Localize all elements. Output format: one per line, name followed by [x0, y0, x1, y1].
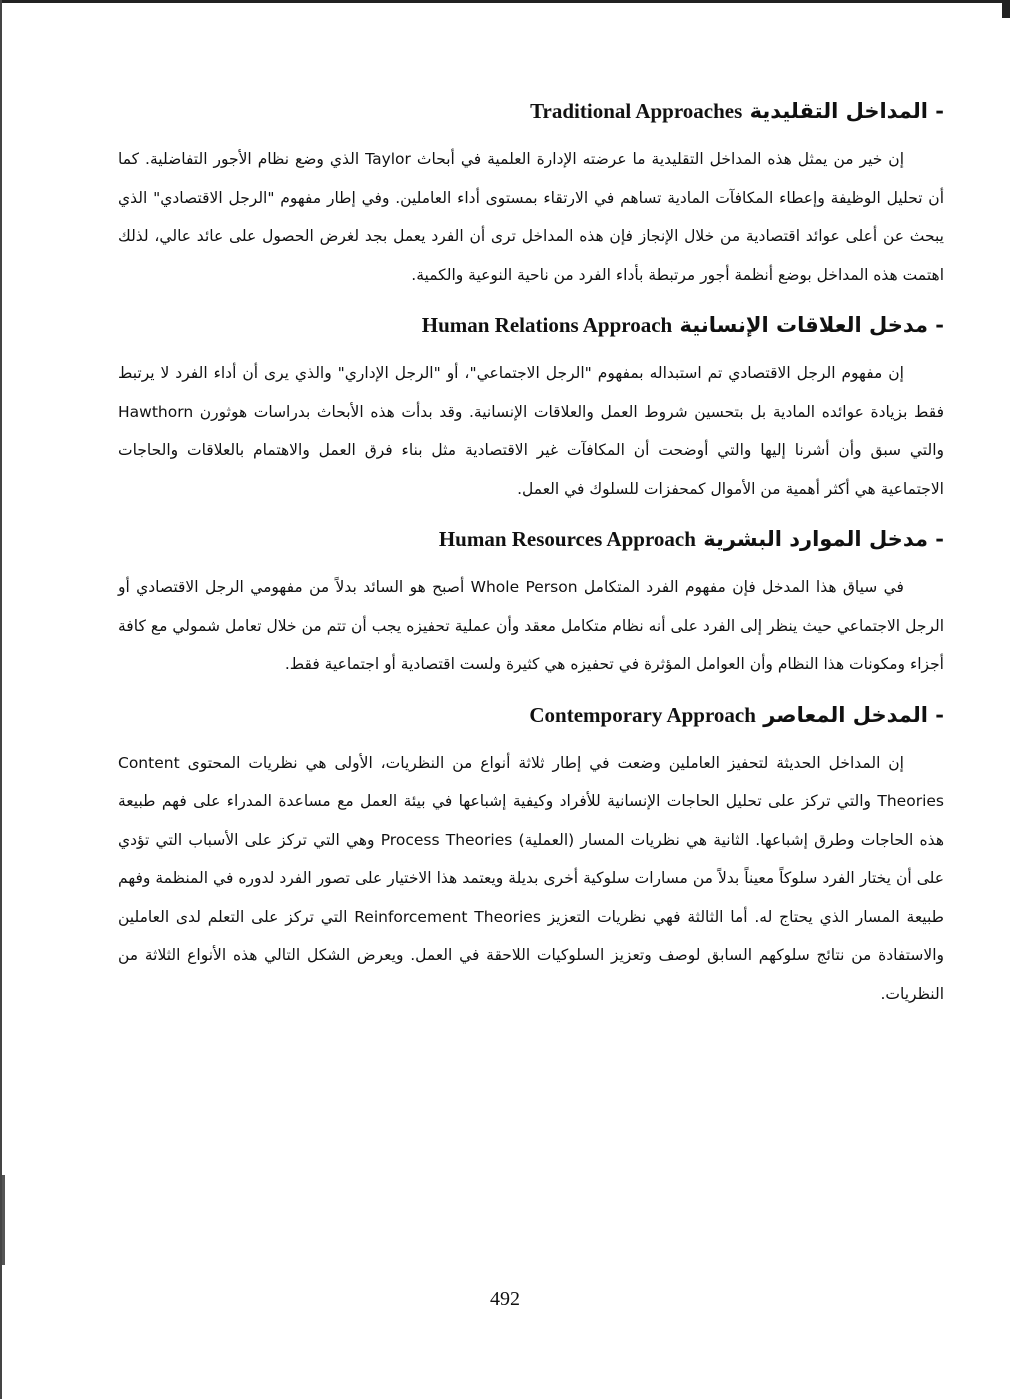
section-heading-human-resources: [118, 524, 944, 554]
page-body: [118, 86, 944, 1029]
heading-dash: -: [927, 312, 944, 337]
paragraph-traditional: إن خير من يمثل هذه المداخل التقليدية ما عرضته الإدارة العلمية في أبحاث Taylor الذي وضع نظام الأجور التفاضلية. كما أن تحليل الوظيفة وإعطاء المكافآت المادية تساهم في الارتقاء بمستوى أداء العاملين. وفي إطار مفهوم "الرجل الاقتصادي" الذي يبحث عن أعلى عوائد اقتصادية من خلال الإنجاز فإن هذه المداخل ترى أن الفرد يعمل بجد لغرض الحصول على عائد عالي، لذلك اهتمت هذه المداخل بوضع أنظمة أجور مرتبطة بأداء الفرد من ناحية النوعية والكمية.: [118, 150, 944, 284]
heading-arabic: المدخل المعاصر: [763, 702, 928, 727]
paragraph-human-resources: في سياق هذا المدخل فإن مفهوم الفرد المتكامل Whole Person أصبح هو السائد بدلاً من مفهومي الرجل الاقتصادي أو الرجل الاجتماعي حيث ينظر إلى الفرد على أنه نظام متكامل معقد وأن عملية تحفيزه يجب أن تتم من خلال تعامل شمولي مع كافة أجزاء ومكونات هذا النظام وأن العوامل المؤثرة في تحفيزه هي كثيرة ولست اقتصادية أو اجتماعية فقط.: [118, 578, 944, 673]
heading-dash: -: [927, 98, 944, 123]
heading-english: Human Relations Approach: [421, 313, 673, 337]
heading-arabic: مدخل الموارد البشرية: [703, 527, 928, 551]
scan-corner-mark: [1002, 0, 1010, 18]
heading-dash: -: [927, 526, 944, 551]
section-heading-contemporary: [118, 700, 944, 730]
paragraph-human-relations: إن مفهوم الرجل الاقتصادي تم استبداله بمفهوم "الرجل الاجتماعي"، أو "الرجل الإداري" والذي يرى أن أداء الفرد لا يرتبط فقط بزيادة عوائده المادية بل بتحسين شروط العمل والعلاقات الإنسانية. وقد بدأت هذه الأبحاث بدراسات هوثورن Hawthorn والتي سبق وأن أشرنا إليها والتي أوضحت أن المكافآت غير الاقتصادية مثل بناء فرق العمل والاهتمام بالعلاقات والحاجات الاجتماعية هي أكثر أهمية من الأموال كمحفزات للسلوك في العمل.: [118, 364, 944, 498]
heading-english: Traditional Approaches: [530, 99, 743, 123]
paragraph-contemporary: إن المداخل الحديثة لتحفيز العاملين وضعت في إطار ثلاثة أنواع من النظريات، الأولى هي نظريات المحتوى Content Theories والتي تركز على تحليل الحاجات الإنسانية للأفراد وكيفية إشباعها في بيئة العمل مع مساعدة المدراء على فهم طبيعة هذه الحاجات وطرق إشباعها. الثانية هي نظريات المسار (العملية) Process Theories وهي التي تركز على الأسباب التي تؤدي على أن يختار الفرد سلوكاً معيناً بدلاً من مسارات سلوكية أخرى بديلة ويعتمد هذا الاختيار على تصور الفرد لدوره في المنظمة وفهم طبيعة المسار الذي يحتاج له. أما الثالثة فهي نظريات التعزيز Reinforcement Theories التي تركز على التعلم لدى العاملين والاستفادة من نتائج سلوكهم السابق لوصف وتعزيز السلوكيات اللاحقة في العمل. ويعرض الشكل التالي هذه الأنواع الثلاثة من النظريات.: [118, 753, 945, 1003]
section-heading-traditional: [118, 96, 944, 126]
section-heading-human-relations: [118, 310, 944, 340]
heading-arabic: مدخل العلاقات الإنسانية: [679, 313, 928, 337]
page-number: 492: [490, 1288, 520, 1310]
heading-arabic: المداخل التقليدية: [749, 99, 928, 123]
heading-dash: -: [927, 701, 944, 727]
scan-border-top: [0, 0, 1010, 6]
heading-english: Contemporary Approach: [529, 702, 756, 727]
heading-english: Human Resources Approach: [438, 527, 696, 551]
scan-margin-mark: [2, 1175, 12, 1265]
